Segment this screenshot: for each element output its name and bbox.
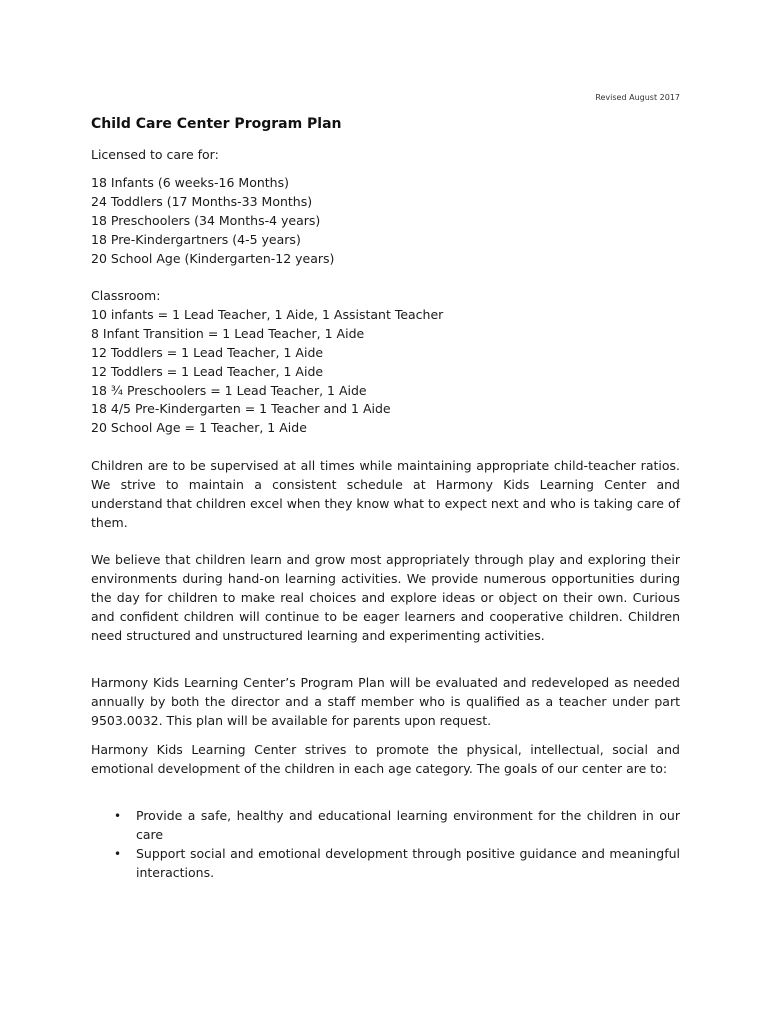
goal-item (91, 807, 680, 845)
classroom-item: 18 4/5 Pre-Kindergarten = 1 Teacher and 1 Aide (91, 401, 391, 417)
evaluation-paragraph: Harmony Kids Learning Center’s Program Plan will be evaluated and redeveloped as needed annually by both the director and a staff member who is qualified as a teacher under part 9503.0032. This plan will be available for parents upon request. (91, 675, 680, 728)
bullet-icon: • (114, 809, 122, 823)
classroom-item: 8 Infant Transition = 1 Lead Teacher, 1 Aide (91, 325, 365, 341)
philosophy-paragraph: We believe that children learn and grow most appropriately through play and exploring their environments during hand-on learning activities. We provide numerous opportunities during the day for children to make real choices and explore ideas or object on their own. Curious and confident children will continue to be eager learners and cooperative children. Children need structured and unstructured learning and experimenting activities. (91, 552, 680, 643)
classroom-item: 20 School Age = 1 Teacher, 1 Aide (91, 420, 307, 436)
revised-date: Revised August 2017 (595, 93, 680, 102)
supervision-paragraph: Children are to be supervised at all times while maintaining appropriate child-teacher ratios. We strive to maintain a consistent schedule at Harmony Kids Learning Center and understand that children excel when they know what to expect next and who is taking care of them. (91, 458, 680, 530)
licensed-heading (91, 146, 680, 165)
capacity-item: 18 Preschoolers (34 Months-4 years) (91, 212, 321, 228)
goal-text: Support social and emotional development through positive guidance and meaningful interactions. (136, 845, 680, 880)
classroom-heading: Classroom: (91, 288, 161, 303)
goal-item (91, 845, 680, 883)
capacity-item: 18 Pre-Kindergartners (4-5 years) (91, 231, 301, 247)
capacity-item: 18 Infants (6 weeks-16 Months) (91, 175, 289, 190)
bullet-icon: • (114, 846, 122, 861)
goals-list-container (91, 807, 680, 883)
goals-list (91, 807, 680, 883)
capacity-item: 20 School Age (Kindergarten-12 years) (91, 250, 335, 266)
capacity-item: 24 Toddlers (17 Months-33 Months) (91, 193, 313, 209)
classroom-section (91, 287, 680, 438)
classroom-item: 12 Toddlers = 1 Lead Teacher, 1 Aide (91, 363, 324, 379)
classroom-item: 10 infants = 1 Lead Teacher, 1 Aide, 1 Assistant Teacher (91, 306, 444, 322)
licensed-heading-text: Licensed to care for: (91, 147, 219, 162)
goal-text: Provide a safe, healthy and educational learning environment for the children in our care (136, 808, 680, 842)
document-title: Child Care Center Program Plan (91, 116, 342, 132)
classroom-item: 12 Toddlers = 1 Lead Teacher, 1 Aide (91, 344, 324, 360)
goals-intro-paragraph: Harmony Kids Learning Center strives to promote the physical, intellectual, social and emotional development of the children in each age category. The goals of our center are to: (91, 742, 680, 776)
classroom-item: 18 ¾ Preschoolers = 1 Lead Teacher, 1 Aide (91, 382, 367, 398)
capacity-list (91, 174, 680, 269)
